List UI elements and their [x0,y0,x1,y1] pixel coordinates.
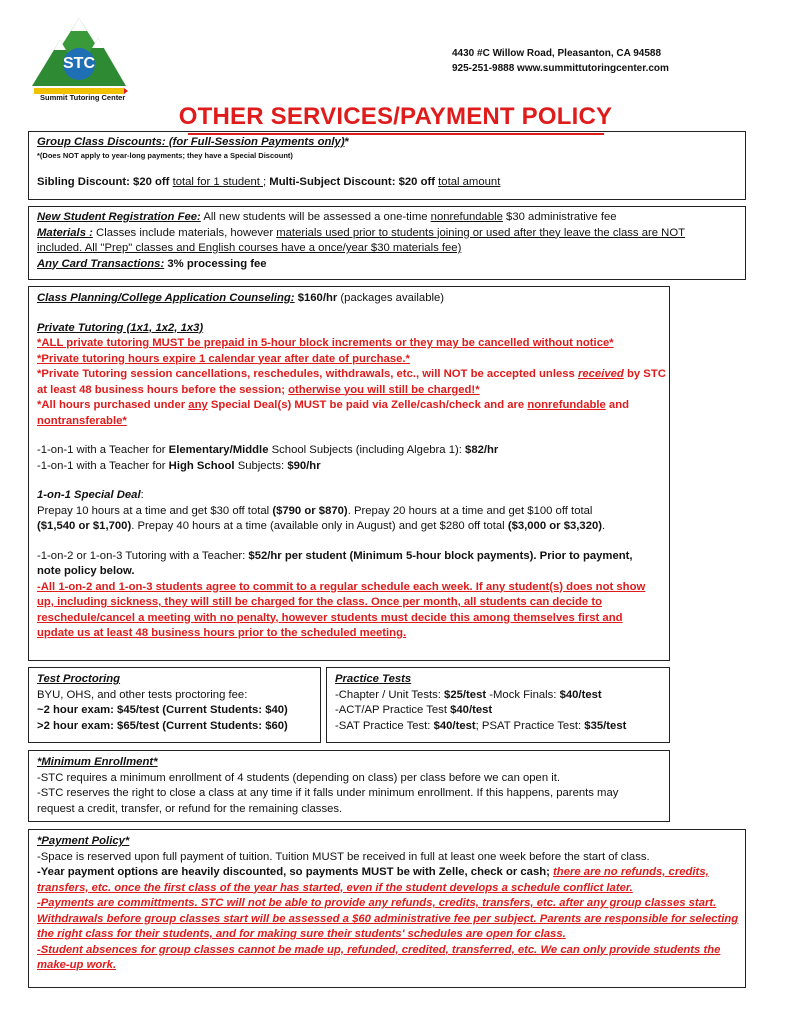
payment-heading: *Payment Policy* [37,835,130,847]
private-rule-1: *ALL private tutoring MUST be prepaid in 5-hour block increments or they may be cancelled without notice* [37,337,614,349]
practice-heading: Practice Tests [335,673,412,685]
enrollment-line-3: request a credit, transfer, or refund for the remaining classes. [37,802,343,815]
payment-line-7: -Student absences for group classes cannot be made up, refunded, credited, transferred, etc. We can only provide students the [37,943,721,956]
materials-line: Materials : Classes include materials, however materials used prior to students joining or used after they leave the class are NOT [37,226,686,239]
payment-line-2: -Year payment options are heavily discounted, so payments MUST be with Zelle, check or cash; there are no refunds, credits, [37,866,709,878]
group-policy-4: update us at least 48 business hours prior to the scheduled meeting. [37,627,407,639]
special-deal-line-1: Prepay 10 hours at a time and get $30 off total ($790 or $870). Prepay 20 hours at a time and get $100 off total [37,504,593,517]
elementary-rate: -1-on-1 with a Teacher for Elementary/Middle School Subjects (including Algebra 1): $82/hr [37,444,499,456]
enrollment-box [28,750,670,822]
logo-mark: STC [63,55,95,72]
card-fee-line: Any Card Transactions: 3% processing fee [37,257,267,270]
group-policy-2: up, including sickness, they will still be charged for the class. Once per month, all students can decide to [37,596,602,608]
fees-box [28,206,746,280]
title-text: OTHER SERVICES/PAYMENT POLICY [178,103,613,130]
enrollment-line-2: -STC reserves the right to close a class at any time if it falls under minimum enrollment. If this happens, parents may [37,787,619,799]
planning-line: Class Planning/College Application Counseling: $160/hr (packages available) [37,292,445,304]
special-deal-line-2: ($1,540 or $1,700). Prepay 40 hours at a time (available only in August) and get $280 off total ($3,000 or $3,320). [37,520,606,532]
private-rule-5: *All hours purchased under any Special Deal(s) MUST be paid via Zelle/cash/check and are nonrefundable and [37,399,630,411]
private-heading: Private Tutoring (1x1, 1x2, 1x3) [37,321,204,334]
private-rule-6: nontransferable* [37,414,127,427]
group-discount-heading: Group Class Discounts: (for Full-Session Payments only)* [37,136,349,148]
payment-line-8: make-up work. [37,959,117,971]
chapter-test-line: -Chapter / Unit Tests: $25/test -Mock Finals: $40/test [335,688,602,701]
proctoring-heading: Test Proctoring [37,673,121,685]
payment-policy-box [28,829,746,988]
tutoring-box [28,286,670,661]
registration-fee-line: New Student Registration Fee: All new students will be assessed a one-time nonrefundable $30 administrative fee [37,211,617,223]
payment-line-1: -Space is reserved upon full payment of tuition. Tuition MUST be received in full at least one week before the start of class. [37,850,650,863]
group-discount-box [28,131,746,200]
payment-line-4: -Payments are committments. STC will not be able to provide any refunds, credits, transfers, etc. after any group classes start. [37,897,717,909]
payment-line-5: Withdrawals before group classes start will be assessed a $60 administrative fee per subject. Parents are responsible for selecting [37,912,739,925]
group-policy-3: reschedule/cancel a meeting with no penalty, however students must decide this among themselves first and [37,611,623,624]
group-discount-note: *(Does NOT apply to year-long payments; they have a Special Discount) [37,150,293,160]
private-rule-2: *Private tutoring hours expire 1 calendar year after date of purchase.* [37,352,410,365]
company-logo [30,14,128,104]
proctoring-line-2: ~2 hour exam: $45/test (Current Students: $40) [37,704,288,716]
contact-line: 925-251-9888 www.summittutoringcenter.com [452,63,669,74]
sat-test-line: -SAT Practice Test: $40/test; PSAT Practice Test: $35/test [335,719,627,732]
proctoring-box [28,667,321,743]
group-policy-1: -All 1-on-2 and 1-on-3 students agree to commit to a regular schedule each week. If any student(s) does not show [37,580,646,593]
enrollment-line-1: -STC requires a minimum enrollment of 4 students (depending on class) per class before we can open it. [37,771,561,784]
materials-line-2: included. All "Prep" classes and English courses have a once/year $30 materials fee) [37,242,462,254]
proctoring-line-3: >2 hour exam: $65/test (Current Students: $60) [37,719,288,732]
practice-tests-box [326,667,670,743]
group-tutoring-line: -1-on-2 or 1-on-3 Tutoring with a Teacher: $52/hr per student (Minimum 5-hour block payments). Prior to payment, [37,549,633,562]
logo-name: Summit Tutoring Center [40,93,126,102]
discount-line: Sibling Discount: $20 off total for 1 student ; Multi-Subject Discount: $20 off total amount [37,175,501,188]
proctoring-line-1: BYU, OHS, and other tests proctoring fee: [37,688,248,701]
act-test-line: -ACT/AP Practice Test $40/test [335,704,493,716]
group-tutoring-line-2: note policy below. [37,565,135,577]
company-address [452,46,669,76]
payment-line-6: the right class for their students, and for making sure their students' schedules are open for class. [37,928,566,940]
enrollment-heading: *Minimum Enrollment* [37,756,158,768]
private-rule-3: *Private Tutoring session cancellations, reschedules, withdrawals, etc., will NOT be accepted unless received by STC [37,368,666,380]
address-line: 4430 #C Willow Road, Pleasanton, CA 94588 [452,48,662,59]
high-school-rate: -1-on-1 with a Teacher for High School Subjects: $90/hr [37,459,321,472]
private-rule-4: at least 48 business hours before the session; otherwise you will still be charged!* [37,383,480,396]
payment-line-3: transfers, etc. once the first class of the year has started, even if the student develops a schedule conflict later. [37,881,633,894]
special-deal-heading: 1-on-1 Special Deal: [37,489,144,501]
